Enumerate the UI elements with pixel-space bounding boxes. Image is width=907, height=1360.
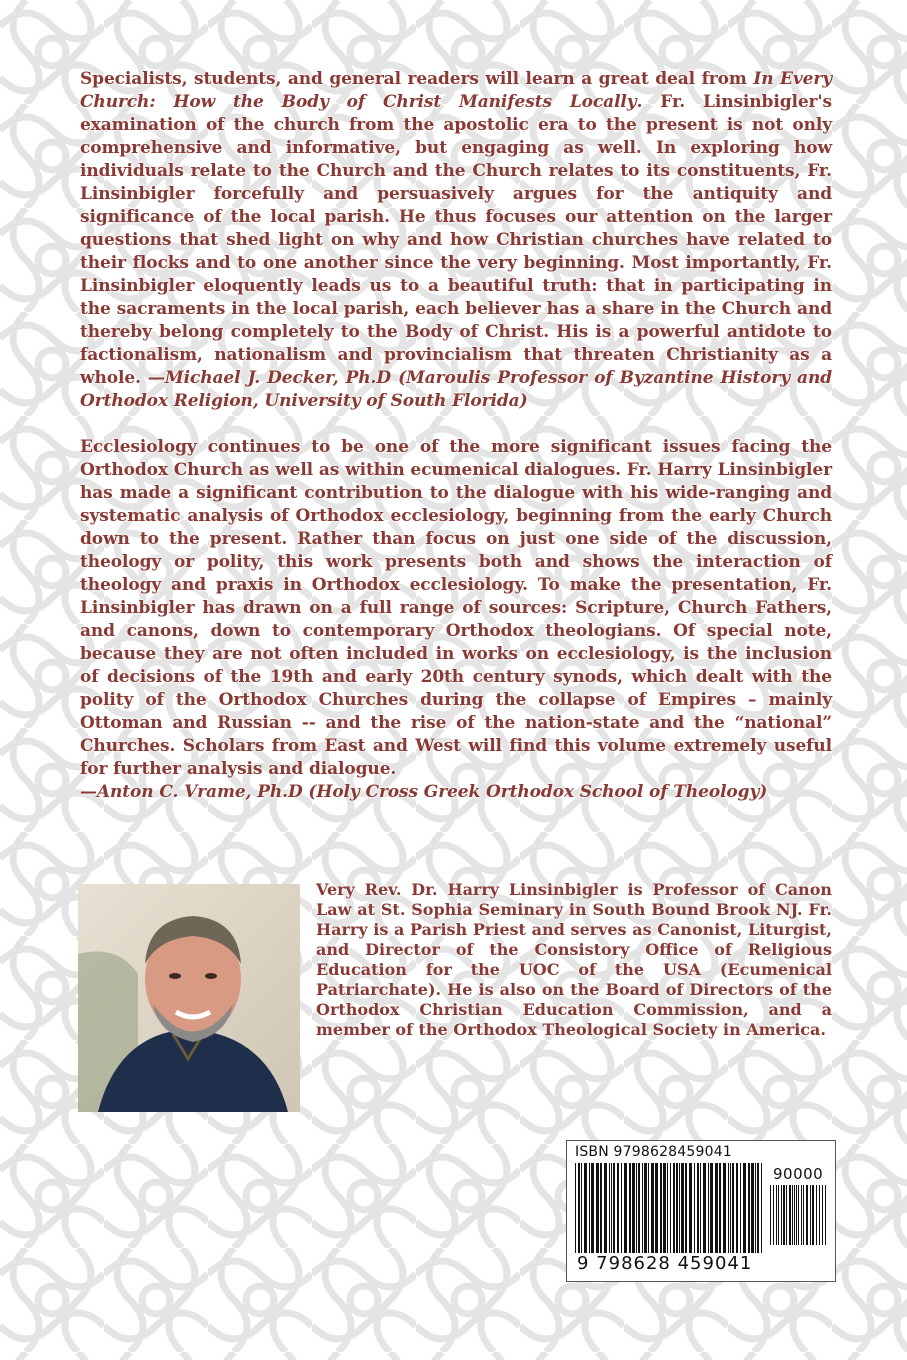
endorsement-text-start: Specialists, students, and general readers will learn a great deal from: [80, 69, 754, 89]
barcode-bar: [591, 1163, 594, 1253]
barcode-bar: [748, 1163, 750, 1253]
barcode-bar: [806, 1185, 808, 1245]
barcode-bar: [703, 1163, 706, 1253]
barcode-bar: [761, 1163, 762, 1253]
isbn-label: ISBN 9798628459041: [575, 1144, 732, 1160]
barcode-bar: [757, 1163, 759, 1253]
barcode-bar: [697, 1163, 699, 1253]
barcode-bar: [796, 1185, 797, 1245]
barcode-bar: [575, 1163, 576, 1253]
ean-digits: 9 798628 459041: [577, 1253, 753, 1274]
barcode-bar: [600, 1163, 602, 1253]
barcode-bar: [732, 1163, 734, 1253]
barcode-bar: [581, 1163, 582, 1253]
barcode-bar: [670, 1163, 671, 1253]
barcode-bar: [751, 1163, 754, 1253]
barcode-bar: [651, 1163, 654, 1253]
barcode-bar: [810, 1185, 811, 1245]
addon-digits: 90000: [773, 1165, 824, 1183]
barcode-bar: [776, 1185, 777, 1245]
barcode-bar: [781, 1185, 782, 1245]
barcode-bar: [663, 1163, 666, 1253]
barcode-bar: [632, 1163, 635, 1253]
endorsement-text-body: . Fr. Linsinbigler's examination of the church from the apostolic era to the present is not only comprehensive and informative, but engaging as well. In exploring how individuals relate to the Church and the Church relates to its constituents, Fr. Linsinbigler forcefully and persuasively argues for the antiquity and significance of the local parish. He thus focuses our attention on the larger questions that shed light on why and how Christian churches have related to their flocks and to one another since the very beginning. Most importantly, Fr. Linsinbigler eloquently leads us to a beautiful truth: that in participating in the sacraments in the local parish, each believer has a share in the Church and thereby belong completely to the Body of Christ. His is a powerful antidote to factionalism, nationalism and provincialism that threaten Christianity as a whole.: [80, 92, 832, 388]
author-photo: [78, 884, 300, 1112]
barcode-bar: [589, 1163, 590, 1253]
barcode-bar: [685, 1163, 687, 1253]
barcode-bar: [638, 1163, 640, 1253]
barcode-bar: [673, 1163, 675, 1253]
book-title: In Every Church: How the Body of Christ Manifests Locally: [80, 69, 832, 112]
barcode-bar: [715, 1163, 718, 1253]
barcode-bar: [578, 1163, 580, 1253]
barcode-bars: [575, 1163, 765, 1253]
barcode-bar: [825, 1185, 826, 1245]
barcode-bar: [740, 1163, 741, 1253]
barcode-bar: [708, 1163, 709, 1253]
barcode-bar: [642, 1163, 643, 1253]
barcode-bar: [730, 1163, 731, 1253]
barcode-bar: [743, 1163, 746, 1253]
barcode-bar: [655, 1163, 658, 1253]
addon-bars: [770, 1185, 828, 1263]
barcode-bar: [728, 1163, 729, 1253]
endorsement-vrame: [80, 436, 832, 804]
barcode-bar: [624, 1163, 627, 1253]
barcode-bar: [786, 1185, 787, 1245]
barcode-bar: [770, 1185, 771, 1245]
endorsement-text: Ecclesiology continues to be one of the more significant issues facing the Orthodox Church as well as within ecumenical dialogues. Fr. Harry Linsinbigler has made a significant contribution to the dialogue with his wide-ranging and systematic analysis of Orthodox ecclesiology, beginning from the early Church down to the present. Rather than focus on just one side of the discussion, theology or polity, this work presents both and shows the interaction of theology and praxis in Orthodox ecclesiology. To make the presentation, Fr. Linsinbigler has drawn on a full range of sources: Scripture, Church Fathers, and canons, down to contemporary Orthodox theologians. Of special note, because they are not often included in works on ecclesiology, is the inclusion of decisions of the 19th and early 20th century synods, which dealt with the polity of the Orthodox Churches during the collapse of Empires – mainly Ottoman and Russian -- and the rise of the nation-state and the “national” Churches. Scholars from East and West will find this volume extremely useful for further analysis and dialogue.: [80, 437, 832, 779]
barcode-bar: [778, 1185, 779, 1245]
barcode-bar: [710, 1163, 713, 1253]
barcode-bar: [792, 1185, 793, 1245]
barcode-bar: [789, 1185, 791, 1245]
barcode-bar: [681, 1163, 684, 1253]
barcode-bar: [816, 1185, 817, 1245]
endorsement-attribution: —Anton C. Vrame, Ph.D (Holy Cross Greek Orthodox School of Theology): [80, 782, 768, 802]
barcode-bar: [596, 1163, 599, 1253]
barcode-bar: [609, 1163, 610, 1253]
barcode-bar: [819, 1185, 820, 1245]
barcode-bar: [604, 1163, 607, 1253]
barcode-bar: [667, 1163, 668, 1253]
endorsement-attribution: —Michael J. Decker, Ph.D (Maroulis Professor of Byzantine History and Orthodox Religion, University of South Florida): [80, 368, 833, 411]
barcode-bar: [694, 1163, 695, 1253]
barcode-bar: [644, 1163, 647, 1253]
barcode-bar: [621, 1163, 622, 1253]
barcode-bar: [584, 1163, 587, 1253]
barcode-bar: [736, 1163, 738, 1253]
barcode-bar: [794, 1185, 795, 1245]
barcode-bar: [689, 1163, 692, 1253]
barcode-bar: [773, 1185, 774, 1245]
barcode-bar: [812, 1185, 814, 1245]
barcode-bar: [613, 1163, 615, 1253]
barcode-bar: [798, 1185, 799, 1245]
barcode-bar: [719, 1163, 721, 1253]
barcode-bar: [783, 1185, 785, 1245]
author-bio: Very Rev. Dr. Harry Linsinbigler is Professor of Canon Law at St. Sophia Seminary in South Bound Brook NJ. Fr. Harry is a Parish Priest and serves as Canonist, Liturgist, and Director of the Consistory Office of Religious Education for the UOC of the USA (Ecumenical Patriarchate). He is also on the Board of Directors of the Orthodox Christian Education Commission, and a member of the Orthodox Theological Society in America.: [316, 880, 832, 1039]
endorsement-decker: [80, 68, 832, 413]
barcode-bar: [803, 1185, 804, 1245]
barcode-bar: [611, 1163, 612, 1253]
barcode-bar: [648, 1163, 649, 1253]
barcode-bar: [723, 1163, 726, 1253]
barcode-bar: [676, 1163, 678, 1253]
barcode-bar: [822, 1185, 823, 1245]
barcode-bar: [755, 1163, 756, 1253]
barcode-bar: [629, 1163, 631, 1253]
barcode-bar: [617, 1163, 619, 1253]
barcode-bar: [801, 1185, 802, 1245]
barcode-bar: [660, 1163, 662, 1253]
barcode-bar: [700, 1163, 701, 1253]
barcode-bar: [636, 1163, 637, 1253]
isbn-barcode: [566, 1140, 836, 1282]
barcode-bar: [679, 1163, 680, 1253]
